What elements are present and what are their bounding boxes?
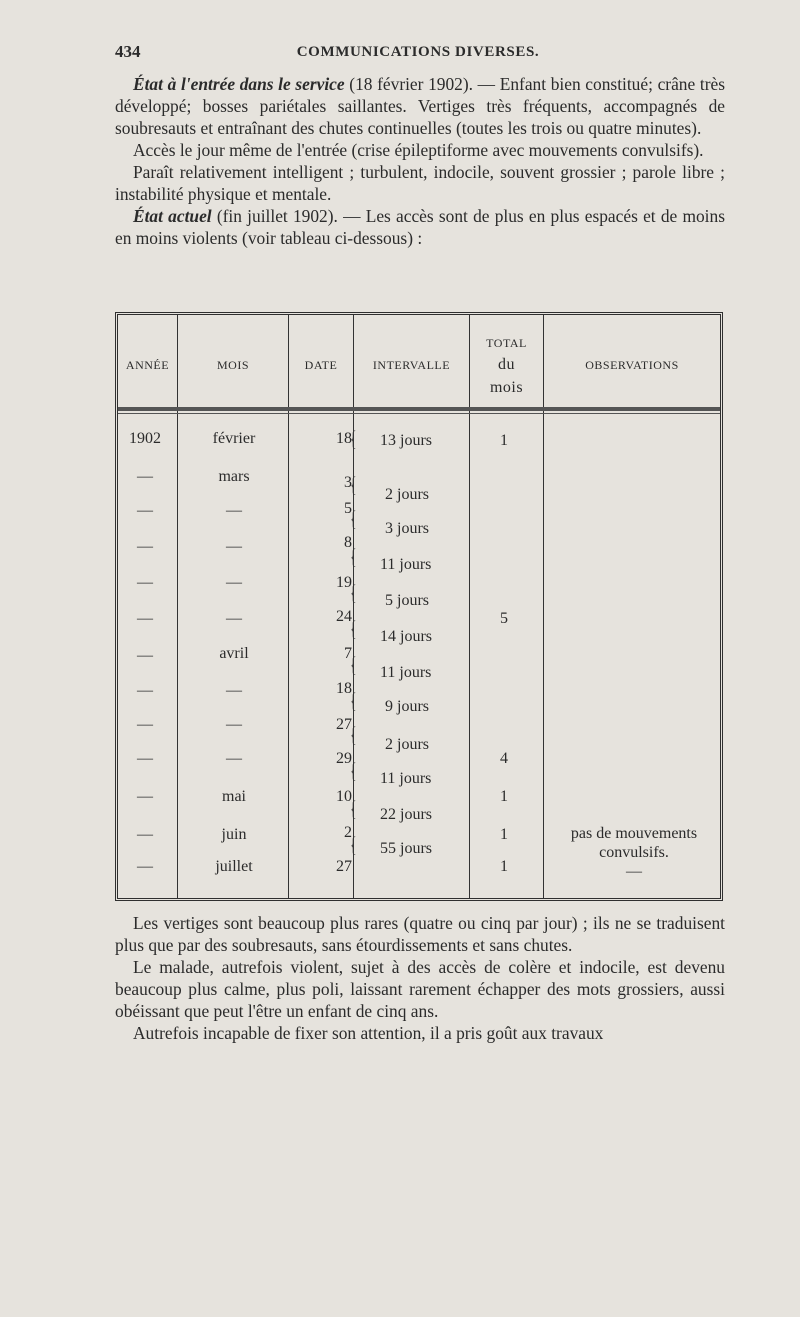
cell-total: 1 — [500, 788, 508, 805]
header-annee: ANNÉE — [125, 358, 170, 372]
cell-total: 5 — [500, 610, 508, 627]
brace-glyph: { — [350, 832, 357, 857]
cell-total: 1 — [500, 858, 508, 875]
cell-intervalle: 11 jours — [380, 664, 432, 681]
cell-mois: — — [226, 716, 242, 733]
cell-intervalle: 13 jours — [380, 432, 432, 449]
header-intervalle: INTERVALLE — [372, 358, 451, 372]
paragraph-text: (fin juillet 1902). — Les accès sont de plus en plus espacés et de moins en moins violents (voir tableau ci-dessous) : — [115, 206, 725, 248]
cell-intervalle: 5 jours — [385, 592, 429, 609]
cell-annee: 1902 — [129, 430, 161, 447]
cell-date: 8 — [344, 534, 352, 551]
brace-glyph: { — [350, 426, 357, 451]
cell-total: 1 — [500, 826, 508, 843]
brace-glyph: { — [350, 688, 357, 713]
cell-date: 24 — [336, 608, 352, 625]
cell-total: 4 — [500, 750, 508, 767]
cell-date: 3 — [344, 474, 352, 491]
cell-mois: mars — [218, 468, 250, 485]
cell-intervalle: 11 jours — [380, 556, 432, 573]
brace-glyph: { — [350, 722, 357, 747]
cell-mois: — — [226, 502, 242, 519]
paragraph-current-state — [115, 205, 725, 249]
cell-annee: — — [137, 858, 153, 875]
cell-intervalle: 9 jours — [385, 698, 429, 715]
cell-date: 18 — [336, 430, 352, 447]
cell-intervalle: 55 jours — [380, 840, 432, 857]
cell-annee: — — [137, 716, 153, 733]
cell-total: 1 — [500, 432, 508, 449]
cell-intervalle: 3 jours — [385, 520, 429, 537]
cell-intervalle: 2 jours — [385, 736, 429, 753]
cell-mois: mai — [222, 788, 246, 805]
cell-mois: — — [226, 574, 242, 591]
header-total-du: du — [498, 356, 515, 373]
paragraph-text: (18 février 1902). — Enfant bien constitué; crâne très développé; bosses pariétales saillantes. Vertiges très fréquents, accompagnés de soubresauts et entraînant des chutes continuelles (toutes les trois ou quatre minutes). — [115, 74, 725, 138]
header-total-mois: mois — [489, 379, 524, 396]
cell-date: 10 — [336, 788, 352, 805]
cell-mois: — — [226, 538, 242, 555]
paragraph-calmer: Le malade, autrefois violent, sujet à des accès de colère et indocile, est devenu beaucoup plus calme, plus poli, laissant rarement échapper des mots grossiers, aussi obéissant que peut l'être un enfant de cinq ans. — [115, 957, 725, 1021]
header-observations: OBSERVATIONS — [585, 358, 679, 372]
observation-line: pas de mouvements — [570, 825, 698, 842]
cell-date: 2 — [344, 824, 352, 841]
cell-date: 7 — [344, 645, 352, 662]
brace-glyph: { — [350, 506, 357, 531]
cell-date: 27 — [336, 858, 352, 875]
cell-observations — [548, 824, 720, 881]
column-divider — [543, 315, 544, 898]
cell-date: 29 — [336, 750, 352, 767]
column-divider — [288, 315, 289, 898]
intro-text — [115, 73, 725, 249]
running-header — [115, 42, 721, 68]
cell-annee: — — [137, 502, 153, 519]
header-total: TOTAL — [486, 336, 527, 350]
cell-mois: avril — [219, 645, 249, 662]
paragraph-first-seizure: Accès le jour même de l'entrée (crise épileptiforme avec mouvements convulsifs). — [133, 140, 704, 160]
cell-intervalle: 14 jours — [380, 628, 432, 645]
paragraph-attention: Autrefois incapable de fixer son attention, il a pris goût aux travaux — [133, 1023, 604, 1043]
cell-mois: — — [226, 610, 242, 627]
cell-annee: — — [137, 538, 153, 555]
brace-glyph: { — [350, 472, 357, 497]
cell-date: 27 — [336, 716, 352, 733]
cell-annee: — — [137, 610, 153, 627]
cell-mois: février — [212, 430, 256, 447]
cell-date: 19 — [336, 574, 352, 591]
cell-annee: — — [137, 647, 153, 664]
cell-date: 18 — [336, 680, 352, 697]
cell-mois: — — [226, 750, 242, 767]
header-date: DATE — [304, 358, 338, 372]
brace-glyph: { — [350, 758, 357, 783]
paragraph-vertigo: Les vertiges sont beaucoup plus rares (quatre ou cinq par jour) ; ils ne se traduisent plus que par des soubresauts, sans étourdissements et sans chutes. — [115, 913, 725, 955]
brace-glyph: { — [350, 652, 357, 677]
seizure-table — [115, 312, 723, 901]
paragraph-lead: État à l'entrée dans le service — [133, 74, 345, 94]
cell-intervalle: 22 jours — [380, 806, 432, 823]
header-mois: MOIS — [216, 358, 249, 372]
cell-annee: — — [137, 750, 153, 767]
brace-glyph: { — [350, 544, 357, 569]
paragraph-behavior: Paraît relativement intelligent ; turbulent, indocile, souvent grossier ; parole libre ; instabilité physique et mentale. — [115, 162, 725, 204]
cell-intervalle: 11 jours — [380, 770, 432, 787]
cell-date: 5 — [344, 500, 352, 517]
cell-annee: — — [137, 682, 153, 699]
cell-annee: — — [137, 826, 153, 843]
brace-glyph: { — [350, 616, 357, 641]
page-number: 434 — [115, 42, 141, 61]
header-separator — [118, 413, 720, 414]
cell-annee: — — [137, 788, 153, 805]
brace-glyph: { — [350, 796, 357, 821]
outro-text — [115, 912, 725, 1044]
header-separator — [118, 407, 720, 411]
paragraph-entry-state — [115, 73, 725, 139]
running-title: COMMUNICATIONS DIVERSES. — [296, 44, 540, 60]
cell-mois: juillet — [215, 858, 253, 875]
brace-glyph: { — [350, 580, 357, 605]
paragraph-lead: État actuel — [133, 206, 212, 226]
cell-mois: — — [226, 682, 242, 699]
observation-line: convulsifs. — [599, 844, 669, 861]
cell-mois: juin — [221, 826, 247, 843]
cell-annee: — — [137, 574, 153, 591]
cell-annee: — — [137, 468, 153, 485]
observation-line: — — [626, 863, 642, 880]
cell-intervalle: 2 jours — [385, 486, 429, 503]
column-divider — [177, 315, 178, 898]
